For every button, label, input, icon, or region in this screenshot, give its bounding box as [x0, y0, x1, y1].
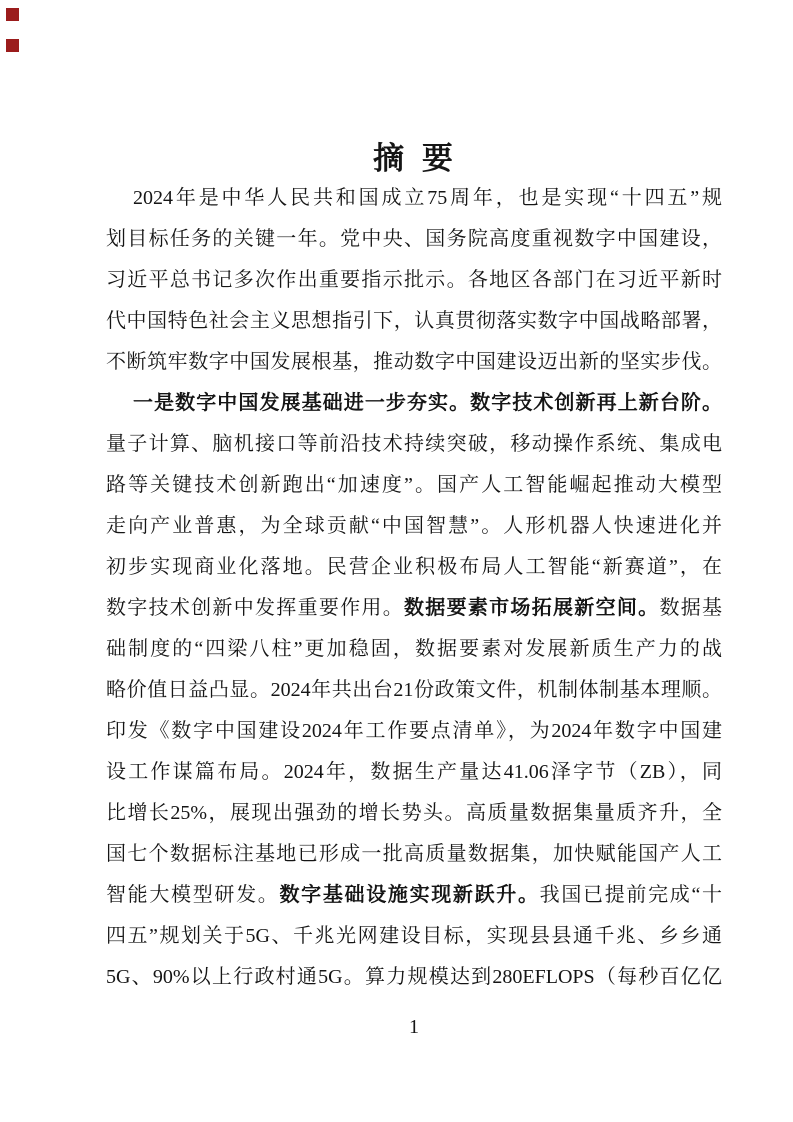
text-segment: 智能大模型研发。: [106, 884, 280, 906]
bold-text-segment: 数字基础设施实现新跃升。: [279, 884, 540, 906]
text-line: [106, 219, 722, 260]
text-line: [106, 629, 722, 670]
text-line: [106, 506, 722, 547]
text-line: [106, 916, 722, 957]
bold-text-segment: 数据要素市场拓展新空间。: [404, 597, 660, 619]
page-title: 摘 要: [373, 141, 455, 176]
text-segment: 础制度的“四梁八柱”更加稳固，数据要素对发展新质生产力的战: [106, 638, 722, 660]
document-body: [106, 178, 722, 998]
page-number: 1: [409, 1016, 419, 1038]
text-segment: 习近平总书记多次作出重要指示批示。各地区各部门在习近平新时: [106, 269, 722, 291]
text-segment: 印发《数字中国建设2024年工作要点清单》，为2024年数字中国建: [106, 720, 722, 742]
annotation-mark: [6, 39, 19, 52]
annotation-mark: [6, 8, 19, 21]
text-segment: 设工作谋篇布局。2024年，数据生产量达41.06泽字节（ZB），同: [106, 761, 722, 783]
text-segment: 走向产业普惠，为全球贡献“中国智慧”。人形机器人快速进化并: [106, 515, 722, 537]
bold-text-segment: 一是数字中国发展基础进一步夯实。数字技术创新再上新台阶。: [133, 392, 722, 414]
text-segment: 国七个数据标注基地已形成一批高质量数据集，加快赋能国产人工: [106, 843, 722, 865]
text-line: [106, 793, 722, 834]
text-line: [106, 875, 722, 916]
text-line: [106, 588, 722, 629]
text-segment: 初步实现商业化落地。民营企业积极布局人工智能“新赛道”，在: [106, 556, 722, 578]
text-line: [106, 301, 722, 342]
text-line: [106, 260, 722, 301]
text-line: [106, 424, 722, 465]
text-segment: 划目标任务的关键一年。党中央、国务院高度重视数字中国建设，: [106, 228, 722, 250]
text-line: [106, 178, 722, 219]
text-segment: 数据基: [659, 597, 722, 619]
text-segment: 我国已提前完成“十: [539, 884, 722, 906]
text-segment: 2024年是中华人民共和国成立75周年，也是实现“十四五”规: [133, 187, 722, 209]
text-segment: 不断筑牢数字中国发展根基，推动数字中国建设迈出新的坚实步伐。: [106, 351, 722, 373]
text-segment: 比增长25%，展现出强劲的增长势头。高质量数据集量质齐升，全: [106, 802, 722, 824]
text-line: [106, 711, 722, 752]
text-line: [106, 670, 722, 711]
text-segment: 5G、90%以上行政村通5G。算力规模达到280EFLOPS（每秒百亿亿: [106, 966, 722, 988]
text-line: [106, 342, 722, 383]
text-line: [106, 834, 722, 875]
text-segment: 代中国特色社会主义思想指引下，认真贯彻落实数字中国战略部署，: [106, 310, 722, 332]
text-line: [106, 957, 722, 998]
text-segment: 数字技术创新中发挥重要作用。: [106, 597, 404, 619]
text-line: [106, 465, 722, 506]
text-segment: 量子计算、脑机接口等前沿技术持续突破，移动操作系统、集成电: [106, 433, 722, 455]
text-segment: 略价值日益凸显。2024年共出台21份政策文件，机制体制基本理顺。: [106, 679, 722, 701]
text-line: [106, 383, 722, 424]
text-line: [106, 547, 722, 588]
text-segment: 四五”规划关于5G、千兆光网建设目标，实现县县通千兆、乡乡通: [106, 925, 722, 947]
text-segment: 路等关键技术创新跑出“加速度”。国产人工智能崛起推动大模型: [106, 474, 722, 496]
text-line: [106, 752, 722, 793]
